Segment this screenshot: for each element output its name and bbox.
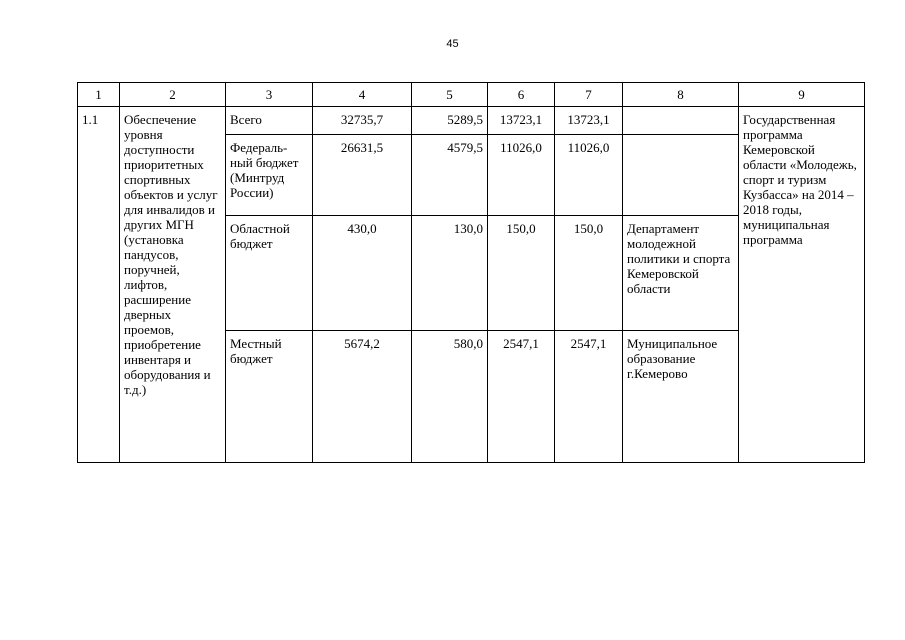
- year1-cell: 580,0: [412, 331, 488, 463]
- year1-cell: 5289,5: [412, 107, 488, 135]
- total-cell: 26631,5: [313, 135, 412, 216]
- header-cell: 7: [555, 83, 623, 107]
- header-cell: 9: [739, 83, 865, 107]
- header-row: [78, 83, 865, 107]
- header-cell: 6: [488, 83, 555, 107]
- year2-cell: 11026,0: [488, 135, 555, 216]
- header-cell: 3: [226, 83, 313, 107]
- total-cell: 430,0: [313, 216, 412, 331]
- row-id-cell: 1.1: [78, 107, 120, 463]
- year3-cell: 2547,1: [555, 331, 623, 463]
- source-cell: Областной бюджет: [226, 216, 313, 331]
- executor-cell: [623, 107, 739, 135]
- total-cell: 32735,7: [313, 107, 412, 135]
- source-cell: Местный бюджет: [226, 331, 313, 463]
- year2-cell: 150,0: [488, 216, 555, 331]
- header-cell: 1: [78, 83, 120, 107]
- source-cell: Федераль-ный бюджет (Минтруд России): [226, 135, 313, 216]
- year2-cell: 2547,1: [488, 331, 555, 463]
- header-cell: 2: [120, 83, 226, 107]
- year3-cell: 13723,1: [555, 107, 623, 135]
- year3-cell: 11026,0: [555, 135, 623, 216]
- program-table: [77, 82, 865, 463]
- program-cell: Государственная программа Кемеровской области «Молодежь, спорт и туризм Кузбасса» на 2014 – 2018 годы, муниципальная программа: [739, 107, 865, 463]
- year1-cell: 4579,5: [412, 135, 488, 216]
- year1-cell: 130,0: [412, 216, 488, 331]
- header-cell: 4: [313, 83, 412, 107]
- executor-cell: Муниципальное образование г.Кемерово: [623, 331, 739, 463]
- source-cell: Всего: [226, 107, 313, 135]
- header-cell: 5: [412, 83, 488, 107]
- total-cell: 5674,2: [313, 331, 412, 463]
- year3-cell: 150,0: [555, 216, 623, 331]
- table-row: [78, 107, 865, 135]
- page-number: 45: [446, 38, 459, 50]
- activity-cell: Обеспечение уровня доступности приоритетных спортивных объектов и услуг для инвалидов и других МГН (установка пандусов, поручней, лифтов, расширение дверных проемов, приобретение инвентаря и оборудования и т.д.): [120, 107, 226, 463]
- executor-cell: Департамент молодежной политики и спорта Кемеровской области: [623, 216, 739, 331]
- executor-cell: [623, 135, 739, 216]
- year2-cell: 13723,1: [488, 107, 555, 135]
- header-cell: 8: [623, 83, 739, 107]
